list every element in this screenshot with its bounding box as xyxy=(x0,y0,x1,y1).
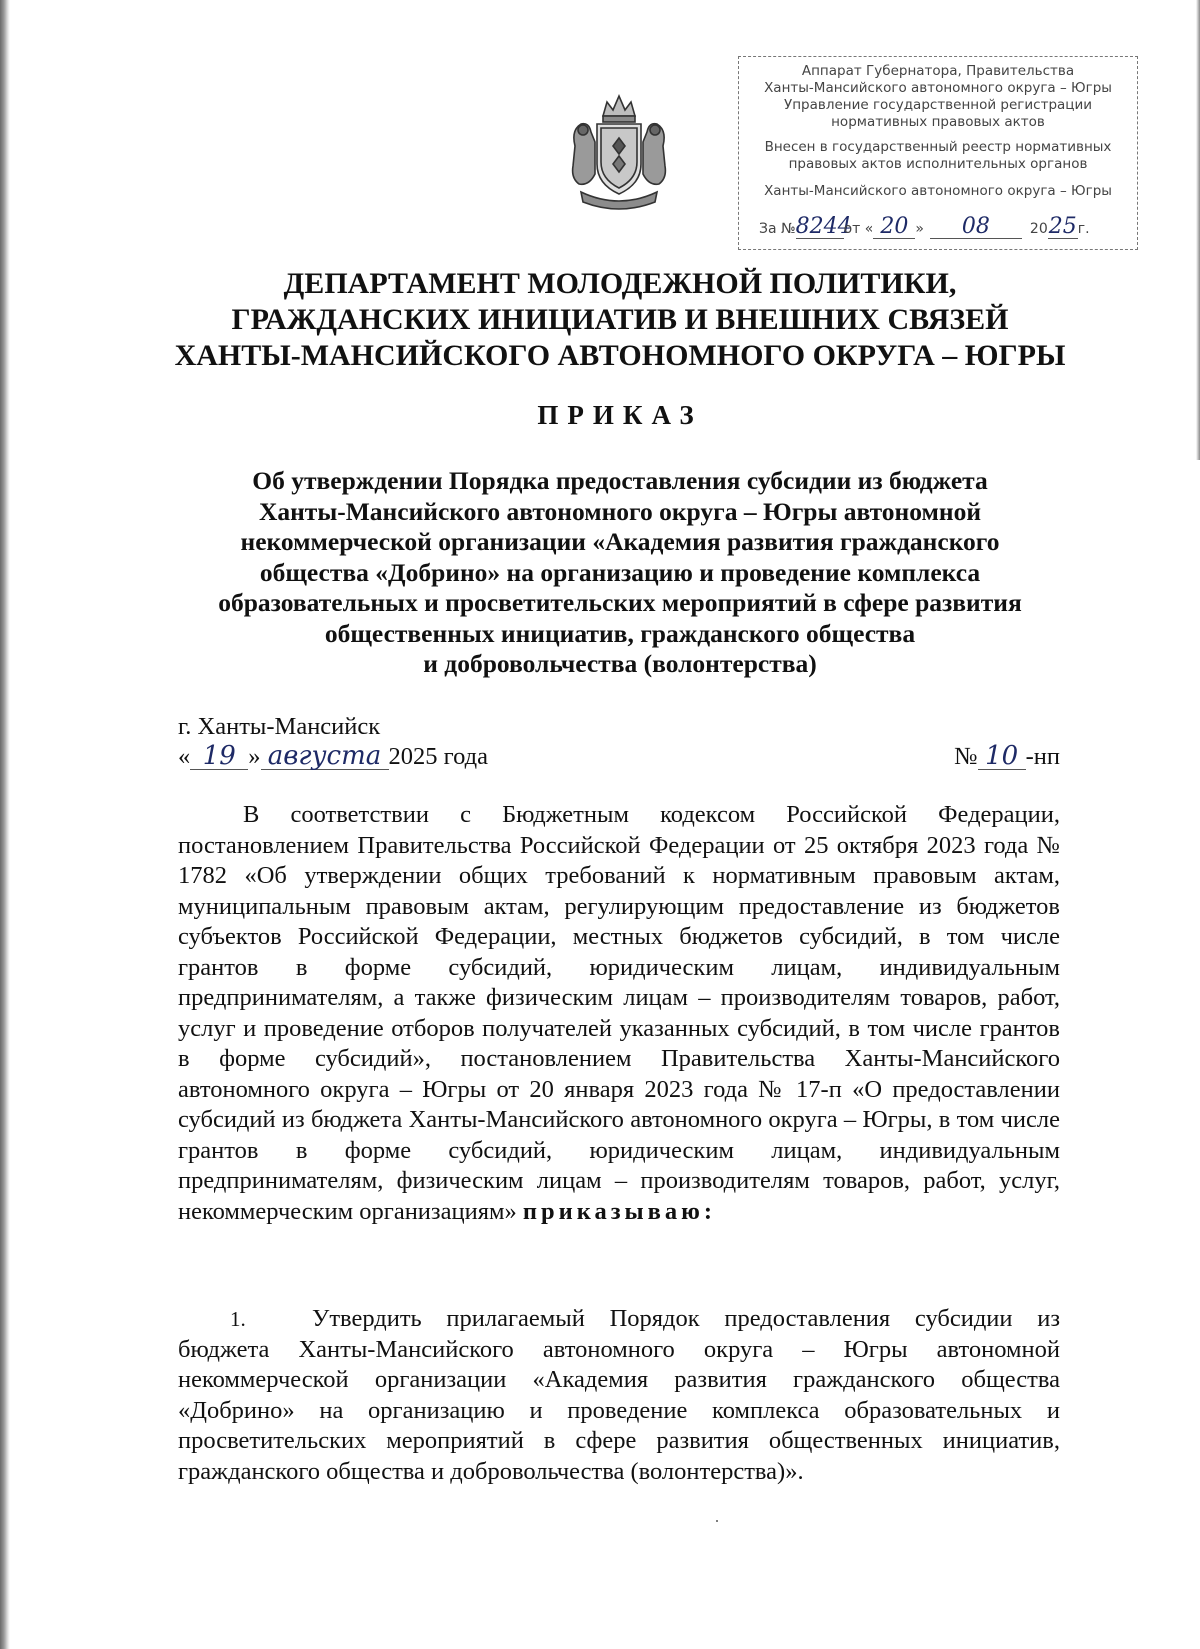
header-line: ДЕПАРТАМЕНТ МОЛОДЕЖНОЙ ПОЛИТИКИ, xyxy=(283,267,957,300)
subject-line: и добровольчества (волонтерства) xyxy=(423,649,817,678)
date-day: 19 xyxy=(190,743,248,770)
header-line: ГРАЖДАНСКИХ ИНИЦИАТИВ И ВНЕШНИХ СВЯЗЕЙ xyxy=(231,303,1009,336)
stamp-line: Ханты-Мансийского автономного округа – Югры xyxy=(764,80,1112,96)
stamp-line: Аппарат Губернатора, Правительства xyxy=(801,63,1075,79)
stamp-line: Внесен в государственный реестр нормативных xyxy=(764,139,1112,155)
preamble-command: приказываю: xyxy=(522,1197,717,1225)
preamble-paragraph xyxy=(178,800,1060,1227)
stamp-reg-prefix: За № xyxy=(759,221,796,237)
scan-edge-left xyxy=(0,0,10,1649)
item-text: Утвердить прилагаемый Порядок предоставления субсидии из бюджета Ханты-Мансийского автономного округа – Югры автономной некоммерческой организации «Академия развития гражданского общества «Добрино» на организацию и проведение комплекса образовательных и просветительских мероприятий в сфере развития общественных инициатив, гражданского общества и добровольчества (волонтерства)». xyxy=(178,1305,1060,1485)
header-line: ХАНТЫ-МАНСИЙСКОГО АВТОНОМНОГО ОКРУГА – ЮГРЫ xyxy=(174,339,1066,372)
stamp-reg-day: 20 xyxy=(873,216,915,239)
date-number-line xyxy=(178,742,1060,776)
scan-edge-right xyxy=(1196,0,1200,460)
stamp-registration-line xyxy=(739,216,1137,239)
preamble xyxy=(178,800,1060,1227)
scan-speck xyxy=(716,1520,718,1522)
order-date xyxy=(178,742,488,772)
stamp-line: Управление государственной регистрации xyxy=(783,97,1093,113)
item-number: 1. xyxy=(230,1307,246,1331)
stamp-line: правовых актов исполнительных органов xyxy=(788,156,1088,172)
stamp-reg-number: 8244 xyxy=(795,214,852,239)
number-suffix: -нп xyxy=(1025,743,1060,770)
date-month: августа xyxy=(261,743,389,770)
registration-stamp xyxy=(738,56,1138,250)
date-open-quote: « xyxy=(178,743,191,770)
stamp-reg-month: 08 xyxy=(930,216,1022,239)
order-subject xyxy=(175,466,1065,680)
department-header xyxy=(170,266,1070,374)
subject-line: образовательных и просветительских мероприятий в сфере развития xyxy=(218,588,1022,617)
item-paragraph xyxy=(178,1304,1060,1487)
preamble-text: В соответствии с Бюджетным кодексом Российской Федерации, постановлением Правительства Российской Федерации от 25 октября 2023 года № 1782 «Об утверждении общих требований к нормативным правовым актам, муниципальным правовым актам, регулирующим предоставление из бюджетов субъектов Российской Федерации, местных бюджетов субсидий, в том числе грантов в форме субсидий, юридическим лицам, индивидуальным предпринимателям, а также физическим лицам – производителям товаров, работ, услуг и проведение отборов получателей указанных субсидий, в том числе грантов в форме субсидий», постановлением Правительства Ханты-Мансийского автономного округа – Югры от 20 января 2023 года № 17-п «О предоставлении субсидий из бюджета Ханты-Мансийского автономного округа – Югры, в том числе грантов в форме субсидий, юридическим лицам, индивидуальным предпринимателям, физическим лицам – производителям товаров, работ, услуг, некоммерческим организациям» xyxy=(178,801,1060,1225)
date-year: 2025 года xyxy=(388,743,488,770)
subject-line: общества «Добрино» на организацию и проведение комплекса xyxy=(259,557,981,587)
stamp-line: нормативных правовых актов xyxy=(831,114,1045,130)
stamp-reg-year: 25 xyxy=(1048,214,1077,239)
number-prefix: № xyxy=(954,743,978,770)
city-line: г. Ханты-Мансийск xyxy=(178,713,381,740)
subject-line: Об утверждении Порядка предоставления субсидии из бюджета xyxy=(252,466,988,495)
coat-of-arms-emblem xyxy=(555,86,683,214)
stamp-line: Ханты-Мансийского автономного округа – Югры xyxy=(764,183,1112,199)
number-value: 10 xyxy=(978,743,1026,770)
order-item-1 xyxy=(178,1304,1060,1487)
date-close-quote: » xyxy=(248,743,261,770)
stamp-reg-quote: » xyxy=(915,221,924,237)
subject-line: Ханты-Мансийского автономного округа – Югры автономной xyxy=(258,496,982,526)
stamp-reg-year-prefix: 20 xyxy=(1029,221,1048,237)
stamp-reg-year-suffix: г. xyxy=(1077,221,1090,237)
subject-line: общественных инициатив, гражданского общества xyxy=(324,618,916,648)
order-title: ПРИКАЗ xyxy=(537,400,703,430)
stamp-reg-from: от « xyxy=(843,221,874,237)
order-number xyxy=(954,742,1060,772)
subject-line: некоммерческой организации «Академия развития гражданского xyxy=(240,527,1000,556)
